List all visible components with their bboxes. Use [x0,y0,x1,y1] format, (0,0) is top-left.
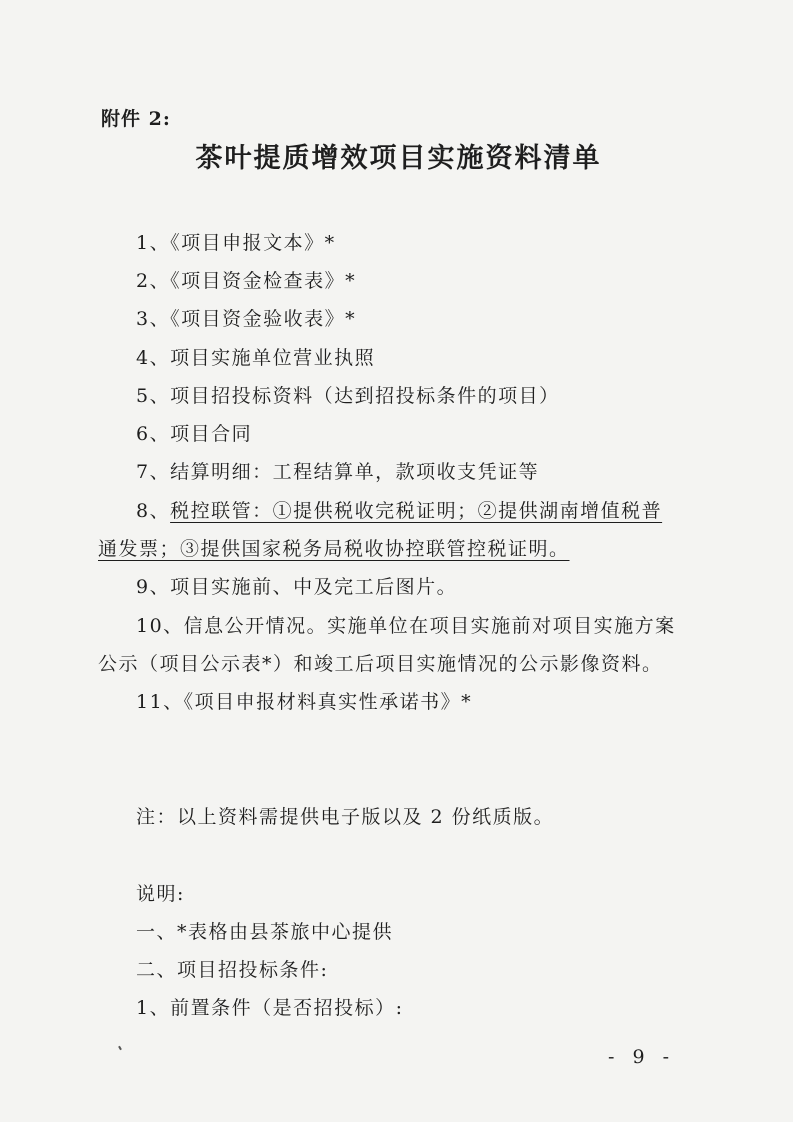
list-item-8-number: 8、 [136,500,171,522]
document-title: 茶叶提质增效项目实施资料清单 [195,143,602,174]
explanation-line-2: 二、项目招投标条件: [136,959,329,981]
note-text: 注：以上资料需提供电子版以及 2 份纸质版。 [136,806,555,828]
attachment-label: 附件 2: [101,108,171,130]
page-number: - 9 - [607,1046,675,1068]
list-item-1: 1、《项目申报文本》* [136,232,336,254]
list-item-2: 2、《项目资金检查表》* [136,270,357,292]
list-item-8-text-line1: 税控联管：①提供税收完税证明；②提供湖南增值税普 [170,500,663,522]
list-item-8-text-line2: 通发票；③提供国家税务局税收协控联管控税证明。 [98,538,570,560]
list-item-9: 9、项目实施前、中及完工后图片。 [136,576,458,598]
list-item-11: 11、《项目申报材料真实性承诺书》* [136,691,473,713]
list-item-6: 6、项目合同 [136,423,253,445]
list-item-8 [136,496,662,523]
list-item-7: 7、结算明细：工程结算单，款项收支凭证等 [136,461,540,483]
list-item-10-continued: 公示（项目公示表*）和竣工后项目实施情况的公示影像资料。 [98,653,663,675]
list-item-8-continued [98,534,570,561]
list-item-3: 3、《项目资金验收表》* [136,308,357,330]
list-item-10: 10、信息公开情况。实施单位在项目实施前对项目实施方案 [136,615,676,637]
explanation-heading: 说明: [136,883,185,905]
explanation-line-1: 一、*表格由县茶旅中心提供 [136,921,394,943]
scan-speck [118,1046,122,1050]
list-item-5: 5、项目招投标资料（达到招投标条件的项目） [136,385,560,407]
list-item-4: 4、项目实施单位营业执照 [136,347,376,369]
explanation-line-3: 1、前置条件（是否招投标）: [136,997,404,1019]
